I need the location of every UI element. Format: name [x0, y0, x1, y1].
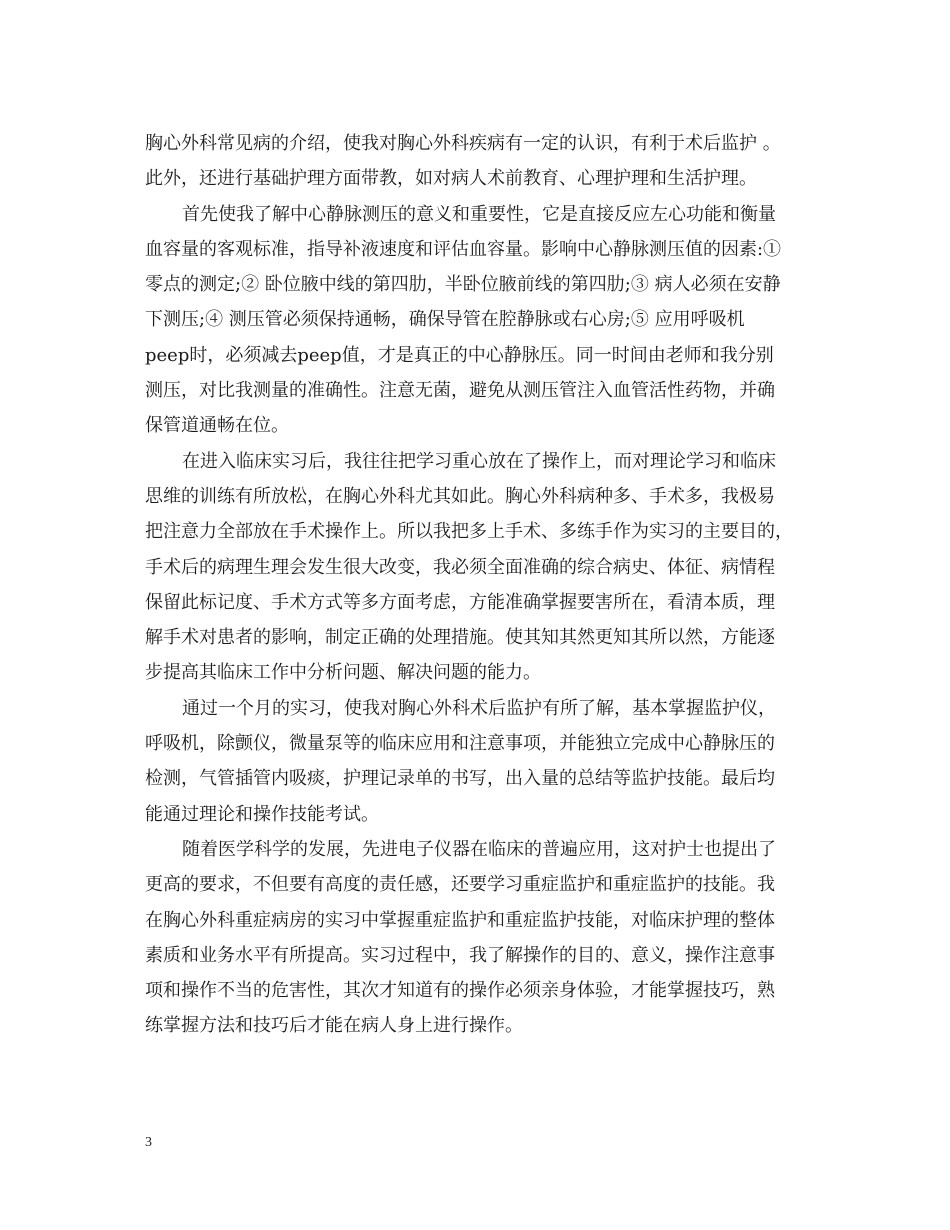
body-text	[145, 126, 810, 1044]
text-line: 保管道通畅在位。	[145, 415, 289, 437]
text-line: 把注意力全部放在手术操作上。所以我把多上手术、多练手作为实习的主要目的，	[145, 521, 793, 543]
page-number: 3	[145, 1135, 152, 1150]
text-line: 胸心外科常见病的介绍，使我对胸心外科疾病有一定的认识，有利于术后监护 。	[145, 133, 781, 154]
text-line: 思维的训练有所放松，在胸心外科尤其如此。胸心外科病种多、手术多，我极易	[145, 485, 775, 507]
text-line: 测压，对比我测量的准确性。注意无菌，避免从测压管注入血管活性药物，并确	[145, 380, 775, 402]
text-line: 此外，还进行基础护理方面带教，如对病人术前教育、心理护理和生活护理。	[145, 168, 757, 190]
text-line: 检测，气管插管内吸痰，护理记录单的书写，出入量的总结等监护技能。最后均	[145, 768, 775, 790]
text-line: 项和操作不当的危害性，其次才知道有的操作必须亲身体验，才能掌握技巧，熟	[145, 980, 775, 1002]
paragraph-first-line: 首先使我了解中心静脉测压的意义和重要性，它是直接反应左心功能和衡量	[182, 203, 776, 225]
text-line: 解手术对患者的影响，制定正确的处理措施。使其知其然更知其所以然，方能逐	[145, 627, 775, 649]
text-line: 在胸心外科重症病房的实习中掌握重症监护和重症监护技能，对临床护理的整体	[145, 909, 775, 931]
paragraph-first-line: 随着医学科学的发展，先进电子仪器在临床的普遍应用，这对护士也提出了	[182, 838, 776, 860]
paragraph-first-line: 通过一个月的实习，使我对胸心外科术后监护有所了解，基本掌握监护仪，	[182, 697, 776, 719]
paragraph-first-line: 在进入临床实习后，我往往把学习重心放在了操作上，而对理论学习和临床	[182, 450, 776, 472]
text-line: 呼吸机，除颤仪，微量泵等的临床应用和注意事项，并能独立完成中心静脉压的	[145, 733, 775, 755]
text-line: 更高的要求，不但要有高度的责任感，还要学习重症监护和重症监护的技能。我	[145, 874, 775, 896]
text-line: 能通过理论和操作技能考试。	[145, 803, 379, 825]
text-line: 素质和业务水平有所提高。实习过程中，我了解操作的目的、意义，操作注意事	[145, 944, 775, 966]
text-line: 练掌握方法和技巧后才能在病人身上进行操作。	[145, 1015, 523, 1037]
text-line: 步提高其临床工作中分析问题、解决问题的能力。	[145, 662, 541, 684]
text-line: 下测压;④ 测压管必须保持通畅，确保导管在腔静脉或右心房;⑤ 应用呼吸机	[145, 309, 745, 331]
text-line: 手术后的病理生理会发生很大改变，我必须全面准确的综合病史、体征、病情程	[145, 556, 775, 578]
text-line: 血容量的客观标准，指导补液速度和评估血容量。影响中心静脉测压值的因素:①	[145, 238, 782, 260]
text-line: 保留此标记度、手术方式等多方面考虑，方能准确掌握要害所在，看清本质，理	[145, 591, 775, 613]
text-line: 零点的测定;② 卧位腋中线的第四肋，半卧位腋前线的第四肋;③ 病人必须在安静	[145, 274, 781, 296]
text-line: peep时，必须减去peep值，才是真正的中心静脉压。同一时间由老师和我分别	[145, 344, 774, 366]
